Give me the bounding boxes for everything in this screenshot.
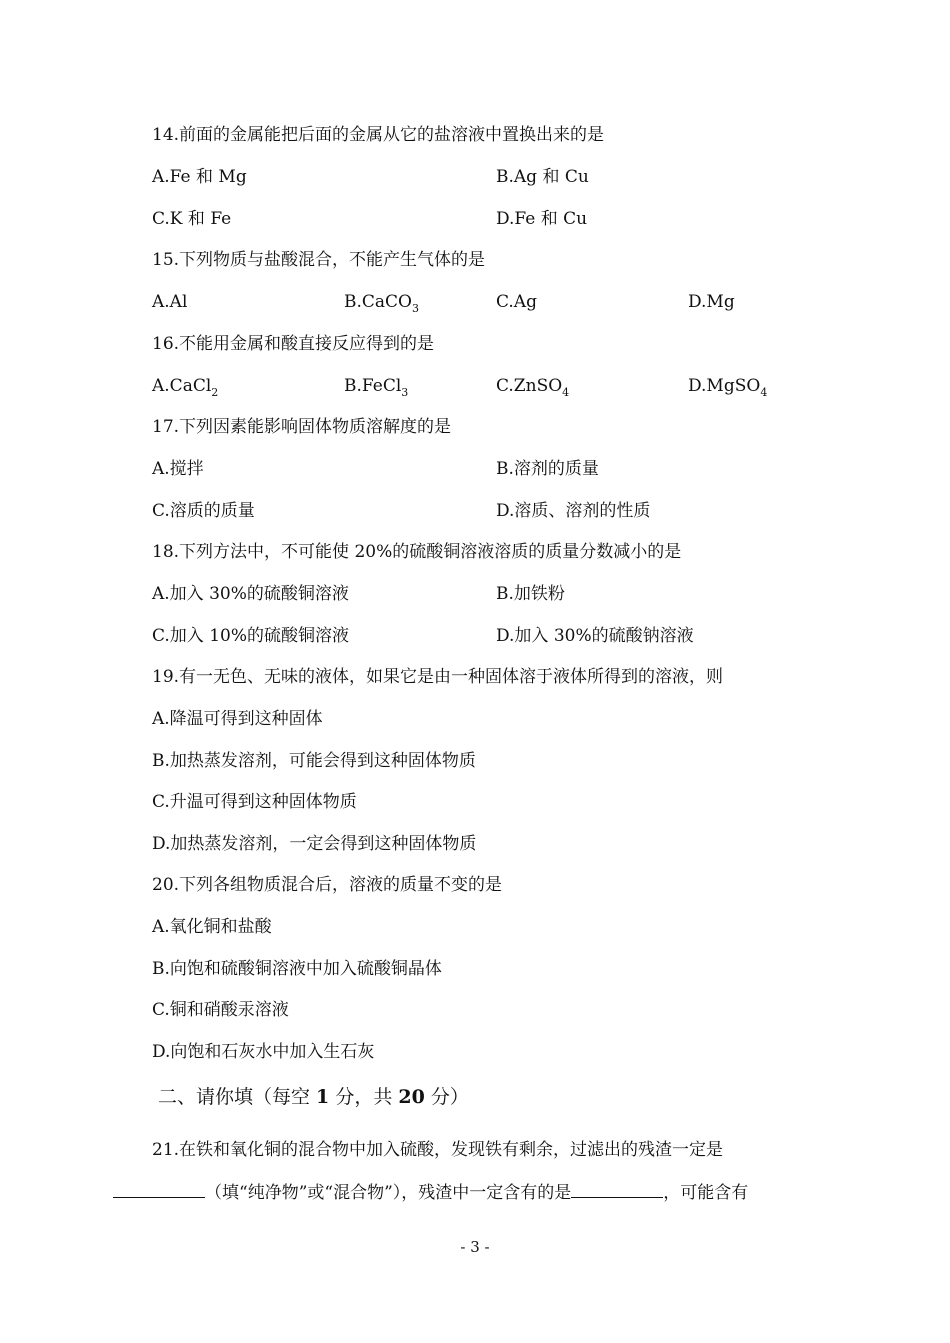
question-16-option-c: C.ZnSO$_4$	[496, 376, 570, 399]
question-14-option-d: D.Fe 和 Cu	[496, 209, 588, 229]
question-17-option-a: A.搅拌	[152, 459, 204, 479]
question-14-option-c: C.K 和 Fe	[152, 209, 232, 229]
question-19-option-c: C.升温可得到这种固体物质	[152, 792, 357, 812]
question-20-option-c: C.铜和硝酸汞溶液	[152, 1000, 289, 1020]
question-17-option-c: C.溶质的质量	[152, 501, 255, 521]
question-19-option-d: D.加热蒸发溶剂，一定会得到这种固体物质	[152, 834, 477, 854]
question-18-option-d: D.加入 30%的硫酸钠溶液	[496, 626, 694, 646]
question-14-stem: 14.前面的金属能把后面的金属从它的盐溶液中置换出来的是	[152, 125, 605, 145]
question-16-option-d: D.MgSO$_4$	[688, 376, 768, 399]
question-18-option-a: A.加入 30%的硫酸铜溶液	[152, 584, 349, 604]
question-20-option-a: A.氧化铜和盐酸	[152, 917, 272, 937]
question-17-option-b: B.溶剂的质量	[496, 459, 599, 479]
question-16-option-b: B.FeCl$_3$	[344, 376, 409, 399]
question-15-stem: 15.下列物质与盐酸混合，不能产生气体的是	[152, 250, 486, 270]
question-19-option-a: A.降温可得到这种固体	[152, 709, 323, 729]
question-17-option-d: D.溶质、溶剂的性质	[496, 501, 651, 521]
question-16-option-a: A.CaCl$_2$	[152, 376, 219, 399]
answer-blank[interactable]	[113, 1181, 205, 1198]
question-15-option-a: A.Al	[152, 292, 188, 312]
question-20-option-b: B.向饱和硫酸铜溶液中加入硫酸铜晶体	[152, 959, 442, 979]
question-15-option-d: D.Mg	[688, 292, 735, 312]
question-15-option-c: C.Ag	[496, 292, 537, 312]
question-16-stem: 16.不能用金属和酸直接反应得到的是	[152, 334, 435, 354]
question-20-stem: 20.下列各组物质混合后，溶液的质量不变的是	[152, 875, 503, 895]
section-2-heading: 二、请你填（每空 1 分，共 20 分）	[158, 1086, 469, 1108]
question-18-stem: 18.下列方法中，不可能使 20%的硫酸铜溶液溶质的质量分数减小的是	[152, 542, 682, 562]
question-20-option-d: D.向饱和石灰水中加入生石灰	[152, 1042, 375, 1062]
question-14-option-b: B.Ag 和 Cu	[496, 167, 589, 187]
question-21-line-1: 21.在铁和氧化铜的混合物中加入硫酸，发现铁有剩余，过滤出的残渣一定是	[152, 1140, 724, 1160]
question-17-stem: 17.下列因素能影响固体物质溶解度的是	[152, 417, 452, 437]
question-21-line-2: （填“纯净物”或“混合物”），残渣中一定含有的是 ，可能含有	[113, 1181, 748, 1204]
question-15-option-b: B.CaCO$_3$	[344, 292, 419, 315]
question-19-stem: 19.有一无色、无味的液体，如果它是由一种固体溶于液体所得到的溶液，则	[152, 667, 724, 687]
question-19-option-b: B.加热蒸发溶剂，可能会得到这种固体物质	[152, 751, 476, 771]
answer-blank[interactable]	[571, 1181, 663, 1198]
question-18-option-b: B.加铁粉	[496, 584, 565, 604]
question-18-option-c: C.加入 10%的硫酸铜溶液	[152, 626, 349, 646]
question-14-option-a: A.Fe 和 Mg	[152, 167, 247, 187]
page-number: - 3 -	[460, 1238, 490, 1256]
